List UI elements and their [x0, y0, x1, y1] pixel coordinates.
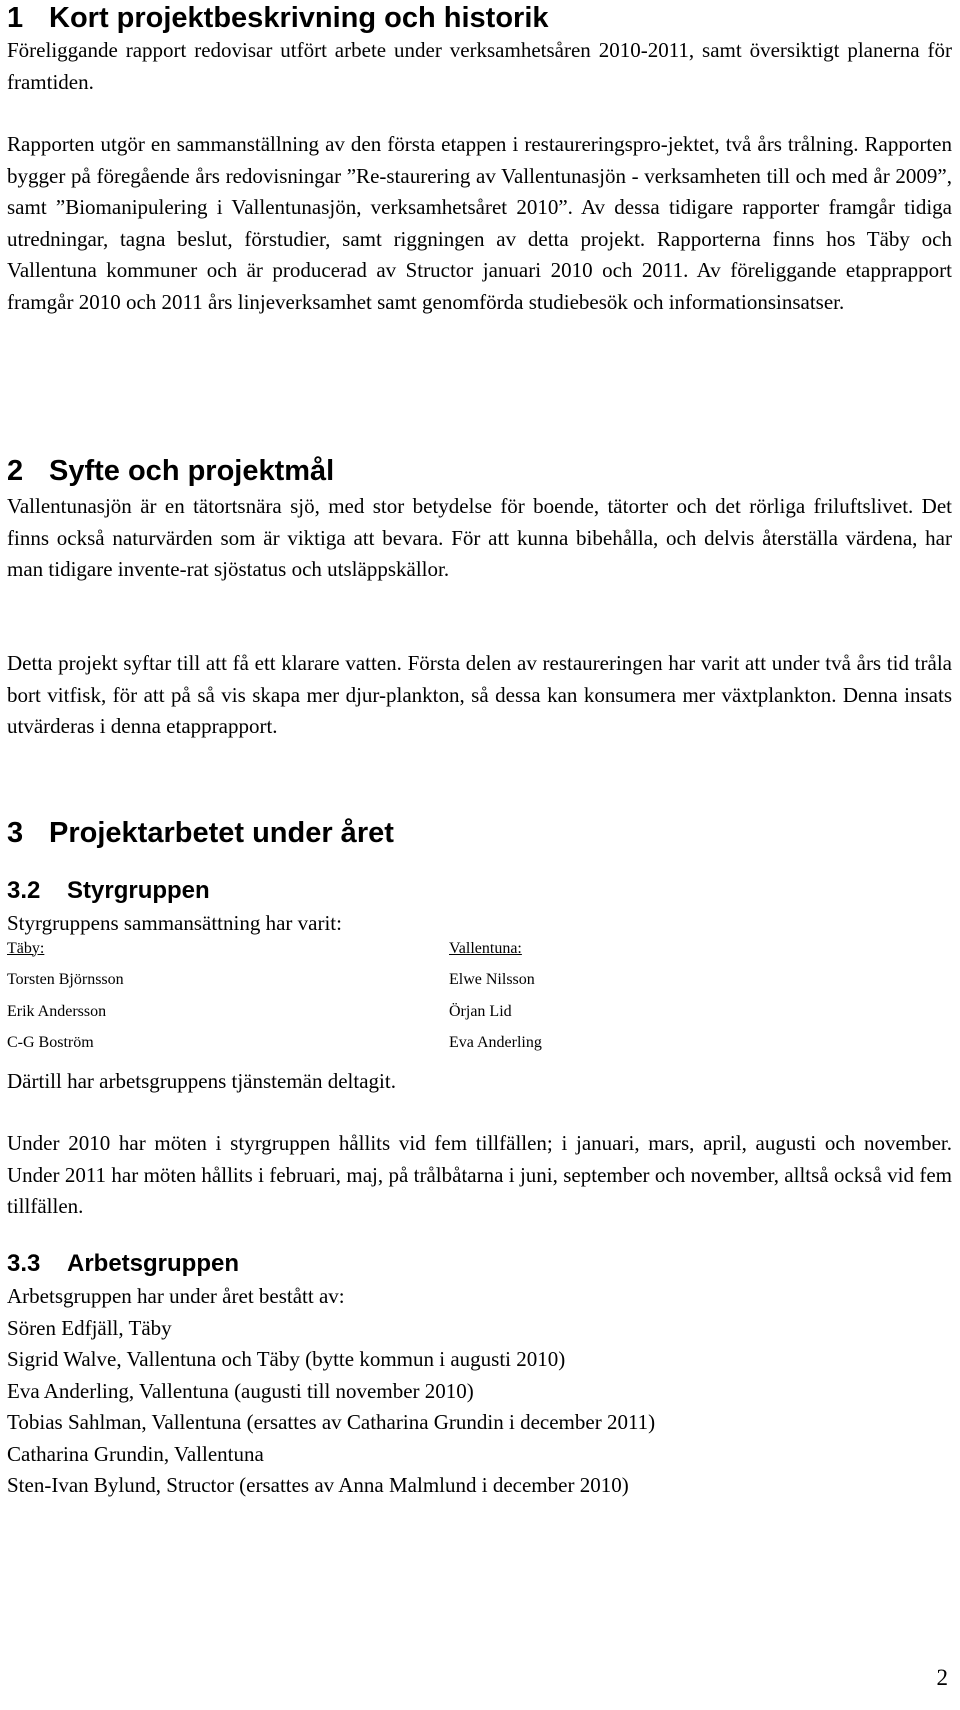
- paragraph: Under 2010 har möten i styrgruppen hållits vid fem tillfällen; i januari, mars, april, augusti och november. Under 2011 har möten hållits i februari, maj, på trålbåtarna i juni, september och november, alltså också vid fem tillfällen.: [7, 1131, 952, 1218]
- section-title: Projektarbetet under året: [49, 817, 394, 849]
- section-title: Kort projektbeskrivning och historik: [49, 2, 549, 34]
- section-number: 3.2: [7, 877, 41, 904]
- member-left: C-G Boström: [7, 1034, 94, 1051]
- list-item: Sten-Ivan Bylund, Structor (ersattes av Anna Malmlund i december 2010): [7, 1473, 629, 1497]
- member-right: Elwe Nilsson: [449, 971, 535, 988]
- member-row: [7, 971, 952, 1003]
- member-right: Eva Anderling: [449, 1034, 542, 1051]
- steering-group-intro: Styrgruppens sammansättning har varit:: [7, 911, 342, 935]
- steering-group-block: [7, 908, 952, 1097]
- section-3-heading: [7, 816, 394, 850]
- section-number: 3: [7, 817, 24, 849]
- section-title: Styrgruppen: [67, 877, 210, 904]
- section-number: 1: [7, 2, 24, 34]
- member-row: [7, 1003, 952, 1035]
- working-group-intro: Arbetsgruppen har under året bestått av:: [7, 1284, 345, 1308]
- list-item: Sigrid Walve, Vallentuna och Täby (bytte kommun i augusti 2010): [7, 1347, 566, 1371]
- member-row: [7, 1034, 952, 1066]
- column-header-vallentuna: Vallentuna:: [449, 939, 522, 957]
- section-title: Arbetsgruppen: [67, 1250, 240, 1277]
- page-number: 2: [936, 1665, 948, 1690]
- section-3-2-heading: [7, 876, 210, 906]
- member-right: Örjan Lid: [449, 1002, 512, 1020]
- paragraph: Detta projekt syftar till att få ett klarare vatten. Första delen av restaureringen har varit att under två års tid tråla bort vitfisk, för att på så vis skapa mer djur-plankton, så dessa kan konsumera mer växtplankton. Denna insats utvärderas i denna etapprapport.: [7, 651, 952, 738]
- paragraph: Föreliggande rapport redovisar utfört arbete under verksamhetsåren 2010-2011, samt översiktigt planerna för framtiden.: [7, 38, 952, 94]
- section-3-3-heading: [7, 1249, 239, 1279]
- list-item: Catharina Grundin, Vallentuna: [7, 1441, 264, 1466]
- section-title: Syfte och projektmål: [49, 455, 335, 487]
- member-left: Erik Andersson: [7, 1002, 107, 1020]
- section-2-heading: [7, 454, 334, 488]
- section-number: 2: [7, 455, 24, 487]
- steering-group-note: Därtill har arbetsgruppens tjänstemän deltagit.: [7, 1068, 396, 1093]
- list-item: Tobias Sahlman, Vallentuna (ersattes av Catharina Grundin i december 2011): [7, 1410, 656, 1434]
- member-columns-header: [7, 940, 952, 972]
- paragraph: Rapporten utgör en sammanställning av den första etappen i restaureringspro-jektet, två års trålning. Rapporten bygger på föregående års redovisningar ”Re-staurering av Vallentunasjön - verksamheten till och med år 2009”, samt ”Biomanipulering i Vallentunasjön, verksamhetsåret 2010”. Av dessa tidigare rapporter framgår tidiga utredningar, tagna beslut, förstudier, samt riggningen av detta projekt. Rapporterna finns hos Täby och Vallentuna kommuner och är producerad av Structor januari 2010 och 2011. Av föreliggande etapprapport framgår 2010 och 2011 års linjeverksamhet samt genomförda studiebesök och informationsinsatser.: [7, 132, 952, 314]
- member-left: Torsten Björnsson: [7, 971, 124, 988]
- working-group-block: [7, 1281, 952, 1502]
- column-header-taby: Täby:: [7, 939, 45, 957]
- paragraph: Vallentunasjön är en tätortsnära sjö, med stor betydelse för boende, tätorter och det rörliga friluftslivet. Det finns också naturvärden som är viktiga att bevara. För att kunna bibehålla, och delvis återställa värdena, har man tidigare invente-rat sjöstatus och utsläppskällor.: [7, 494, 952, 581]
- section-number: 3.3: [7, 1250, 41, 1277]
- section-1-heading: [7, 1, 549, 35]
- list-item: Sören Edfjäll, Täby: [7, 1315, 172, 1340]
- list-item: Eva Anderling, Vallentuna (augusti till november 2010): [7, 1378, 474, 1403]
